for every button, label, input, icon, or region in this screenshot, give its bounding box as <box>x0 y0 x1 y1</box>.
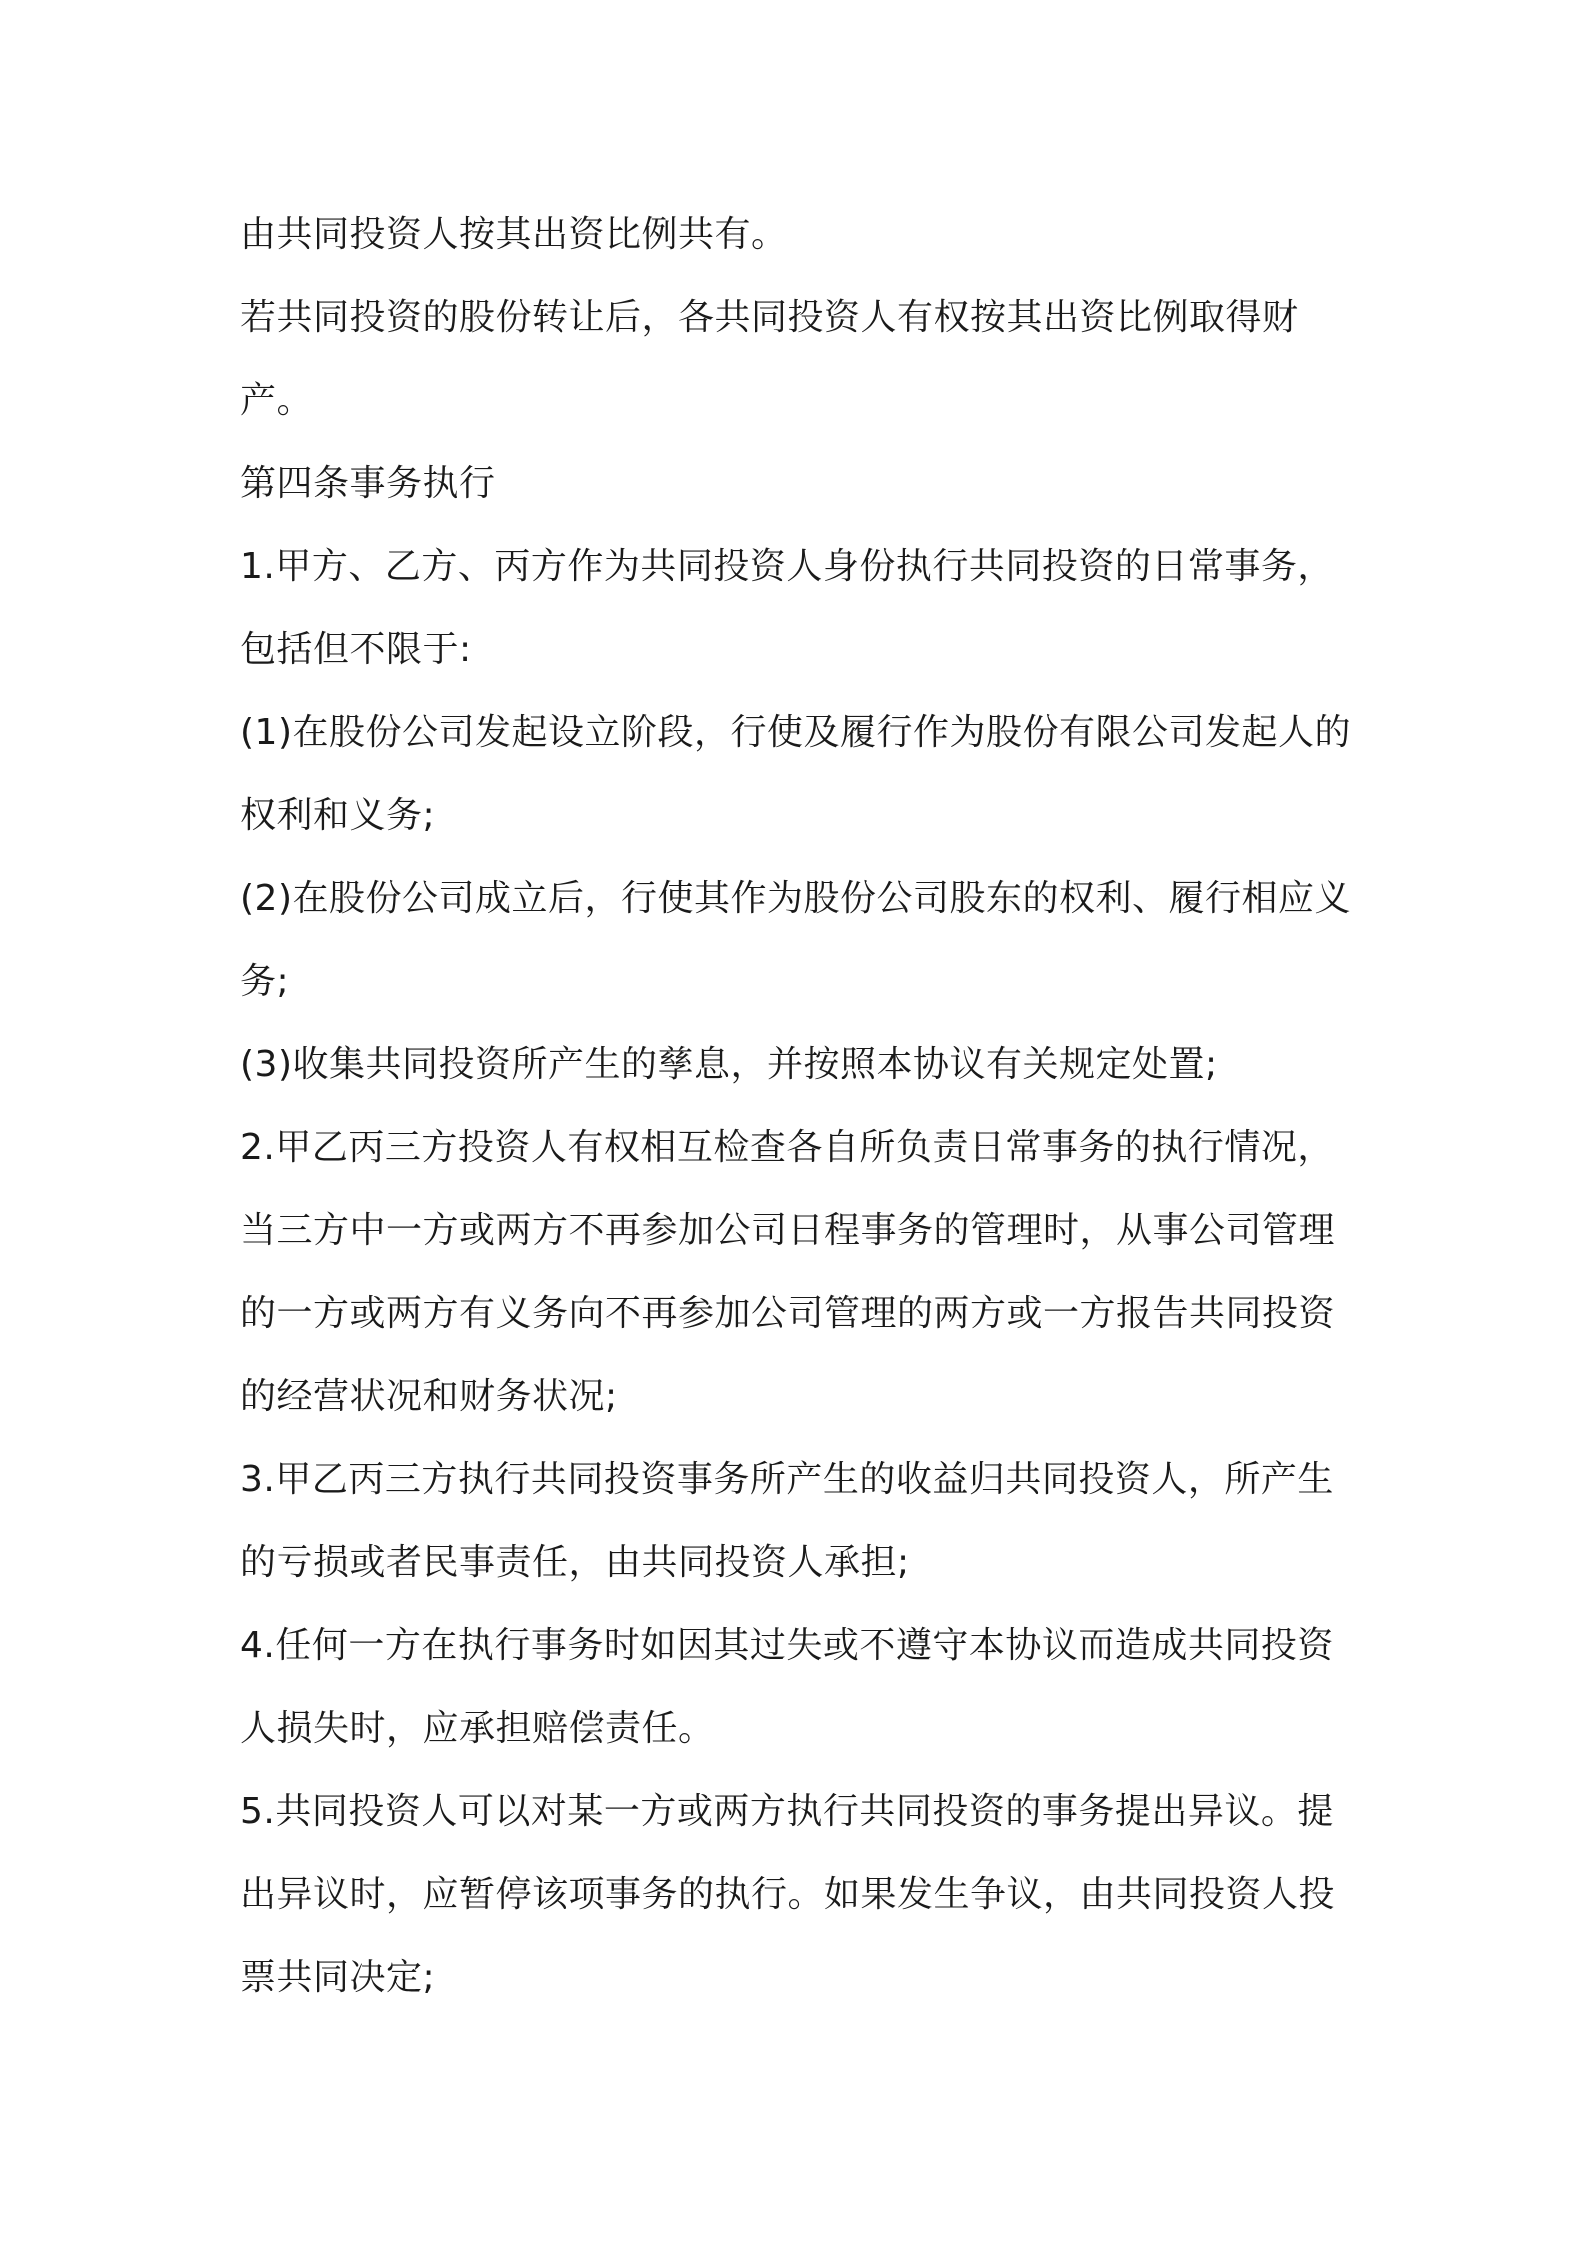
paragraph-clause-1-item-3: (3)收集共同投资所产生的孳息，并按照本协议有关规定处置; <box>240 1044 1218 1085</box>
paragraph-clause-5: 5.共同投资人可以对某一方或两方执行共同投资的事务提出异议。提出异议时，应暂停该项事务的执行。如果发生争议，由共同投资人投票共同决定; <box>240 1791 1336 1998</box>
section-heading-article-4: 第四条事务执行 <box>240 463 496 504</box>
paragraph-clause-1-item-1: (1)在股份公司发起设立阶段，行使及履行作为股份有限公司发起人的权利和义务; <box>240 712 1351 836</box>
paragraph-clause-1-item-2: (2)在股份公司成立后，行使其作为股份公司股东的权利、履行相应义务; <box>240 878 1351 1002</box>
paragraph-clause-3: 3.甲乙丙三方执行共同投资事务所产生的收益归共同投资人，所产生的亏损或者民事责任，由共同投资人承担; <box>240 1459 1334 1583</box>
paragraph-clause-1: 1.甲方、乙方、丙方作为共同投资人身份执行共同投资的日常事务，包括但不限于: <box>240 546 1334 670</box>
paragraph-share-transfer: 若共同投资的股份转让后，各共同投资人有权按其出资比例取得财产。 <box>240 297 1299 421</box>
document-body <box>240 193 1360 2019</box>
paragraph-clause-4: 4.任何一方在执行事务时如因其过失或不遵守本协议而造成共同投资人损失时，应承担赔偿责任。 <box>240 1625 1334 1749</box>
paragraph-clause-2: 2.甲乙丙三方投资人有权相互检查各自所负责日常事务的执行情况，当三方中一方或两方不再参加公司日程事务的管理时，从事公司管理的一方或两方有义务向不再参加公司管理的两方或一方报告共同投资的经营状况和财务状况; <box>240 1127 1336 1417</box>
paragraph-ownership: 由共同投资人按其出资比例共有。 <box>240 214 788 255</box>
